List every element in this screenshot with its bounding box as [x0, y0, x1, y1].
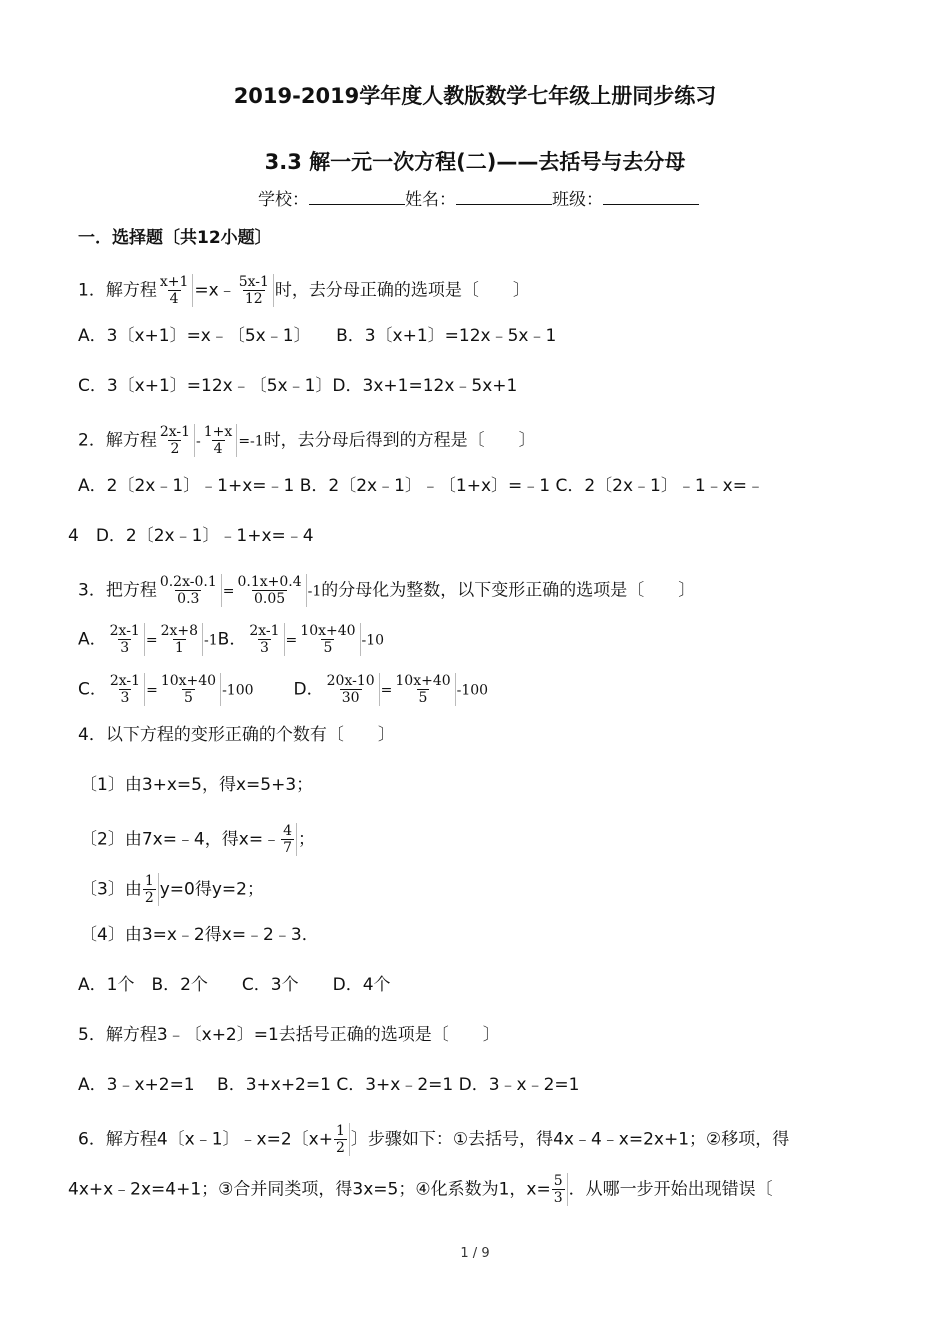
document-subtitle: 3.3 解一元一次方程(二)——去括号与去分母: [264, 150, 686, 174]
q4-statement-3: 〔3〕由 $\frac{1}{2}$ y=0得y=2；: [80, 873, 264, 906]
q1-mid: =x﹣: [194, 280, 236, 301]
q1-pre: 1．解方程: [78, 280, 157, 301]
q4-options: A．1个 B．2个 C．3个 D．4个: [78, 975, 391, 995]
question-3: [78, 574, 695, 607]
q2-pre: 2．解方程: [78, 430, 157, 451]
question-6: 6．解方程4〔x﹣1〕﹣x=2〔x+ $\frac{1}{2}$ 〕步骤如下：①去括号，得4x﹣4﹣x=2x+1；②移项，得: [78, 1123, 790, 1156]
q6-line2-fraction: $\frac{5}{3}$: [552, 1173, 568, 1206]
q3-b-tail: -10: [361, 632, 385, 649]
q3-c-fraction-1: $\frac{2x-1}{3}$: [108, 673, 145, 706]
q6-fraction: $\frac{1}{2}$: [334, 1123, 350, 1156]
q3-eq: =: [222, 583, 235, 600]
q3-c-eq: =: [146, 682, 158, 699]
q3-option-d-label: D．: [293, 679, 324, 700]
q6-line-2: 4x+x﹣2x=4+1；③合并同类项，得3x=5；④化系数为1，x= $\frac{5}{3}$ ．从哪一步开始出现错误〔: [68, 1173, 773, 1206]
q3-options-cd: [78, 673, 488, 706]
q3-option-a-label: A．: [78, 629, 107, 650]
class-label: 班级：: [552, 190, 603, 210]
q1-options-cd: C．3〔x+1〕=12x﹣〔5x﹣1〕D．3x+1=12x﹣5x+1: [78, 376, 518, 396]
q4-statement-2: 〔2〕由7x=﹣4，得x=﹣ $\frac{4}{7}$ ；: [80, 823, 315, 856]
q3-d-eq: =: [380, 682, 393, 699]
q3-d-fraction-2: $\frac{10x+40}{5}$: [393, 673, 455, 706]
school-blank: [309, 188, 405, 205]
class-blank: [603, 188, 699, 205]
q4-s3-fraction: $\frac{1}{2}$: [143, 873, 159, 906]
q3-c-fraction-2: $\frac{10x+40}{5}$: [159, 673, 221, 706]
q3-options-ab: [78, 623, 384, 656]
q3-fraction-2: $\frac{0.1x+0.4}{0.05}$: [235, 574, 306, 607]
name-label: 姓名：: [405, 190, 456, 210]
q3-pre: 3．把方程: [78, 580, 157, 601]
q2-minus: -: [196, 433, 201, 450]
q2-fraction-1: $\frac{2x-1}{2}$: [158, 424, 195, 457]
school-label: 学校：: [258, 190, 309, 210]
q2-eq: =-1: [238, 433, 264, 450]
q4-s2-fraction: $\frac{4}{7}$: [281, 823, 297, 856]
q1-post: 时，去分母正确的选项是〔 〕: [274, 280, 530, 301]
q3-b-fraction-2: $\frac{10x+40}{5}$: [298, 623, 360, 656]
q3-tail: -1: [307, 583, 322, 600]
section-heading: 一．选择题〔共12小题〕: [78, 228, 272, 248]
q3-a-fraction-2: $\frac{2x+8}{1}$: [159, 623, 203, 656]
q3-a-eq: =: [145, 632, 158, 649]
q1-options-ab: A．3〔x+1〕=x﹣〔5x﹣1〕 B．3〔x+1〕=12x﹣5x﹣1: [78, 326, 557, 346]
q3-option-b-label: B．: [217, 629, 247, 650]
document-title: 2019-2019学年度人教版数学七年级上册同步练习: [233, 84, 717, 108]
question-4: 4．以下方程的变形正确的个数有〔 〕: [78, 725, 395, 745]
info-line: [258, 188, 699, 212]
q3-fraction-1: $\frac{0.2x-0.1}{0.3}$: [158, 574, 222, 607]
q2-post: 时，去分母后得到的方程是〔 〕: [263, 430, 536, 451]
q1-fraction-1: $\frac{x+1}{4}$: [158, 274, 194, 307]
q3-c-tail: -100: [222, 682, 254, 699]
q2-options-line1: A．2〔2x﹣1〕﹣1+x=﹣1 B．2〔2x﹣1〕﹣〔1+x〕=﹣1 C．2〔2x﹣1〕﹣1﹣x=﹣: [78, 476, 764, 496]
q3-a-tail: -1: [204, 632, 218, 649]
q3-d-fraction-1: $\frac{20x-10}{30}$: [325, 673, 380, 706]
q3-post: 的分母化为整数，以下变形正确的选项是〔 〕: [321, 580, 696, 601]
q3-b-eq: =: [285, 632, 298, 649]
page-number: 1 / 9: [460, 1246, 490, 1261]
q5-options: A．3﹣x+2=1 B．3+x+2=1 C．3+x﹣2=1 D．3﹣x﹣2=1: [78, 1075, 580, 1095]
name-blank: [456, 188, 552, 205]
q4-statement-1: 〔1〕由3+x=5，得x=5+3；: [80, 775, 314, 795]
q1-fraction-2: $\frac{5x-1}{12}$: [237, 274, 274, 307]
q4-statement-4: 〔4〕由3=x﹣2得x=﹣2﹣3．: [80, 925, 319, 945]
q2-fraction-2: $\frac{1+x}{4}$: [202, 424, 238, 457]
q3-b-fraction-1: $\frac{2x-1}{3}$: [247, 623, 284, 656]
question-2: [78, 424, 536, 457]
question-5: 5．解方程3﹣〔x+2〕=1去括号正确的选项是〔 〕: [78, 1025, 500, 1045]
q3-d-tail: -100: [456, 682, 489, 699]
q3-a-fraction-1: $\frac{2x-1}{3}$: [108, 623, 145, 656]
q3-option-c-label: C．: [78, 679, 107, 700]
q2-options-line2: 4 D．2〔2x﹣1〕﹣1+x=﹣4: [68, 526, 314, 546]
question-1: [78, 274, 530, 307]
